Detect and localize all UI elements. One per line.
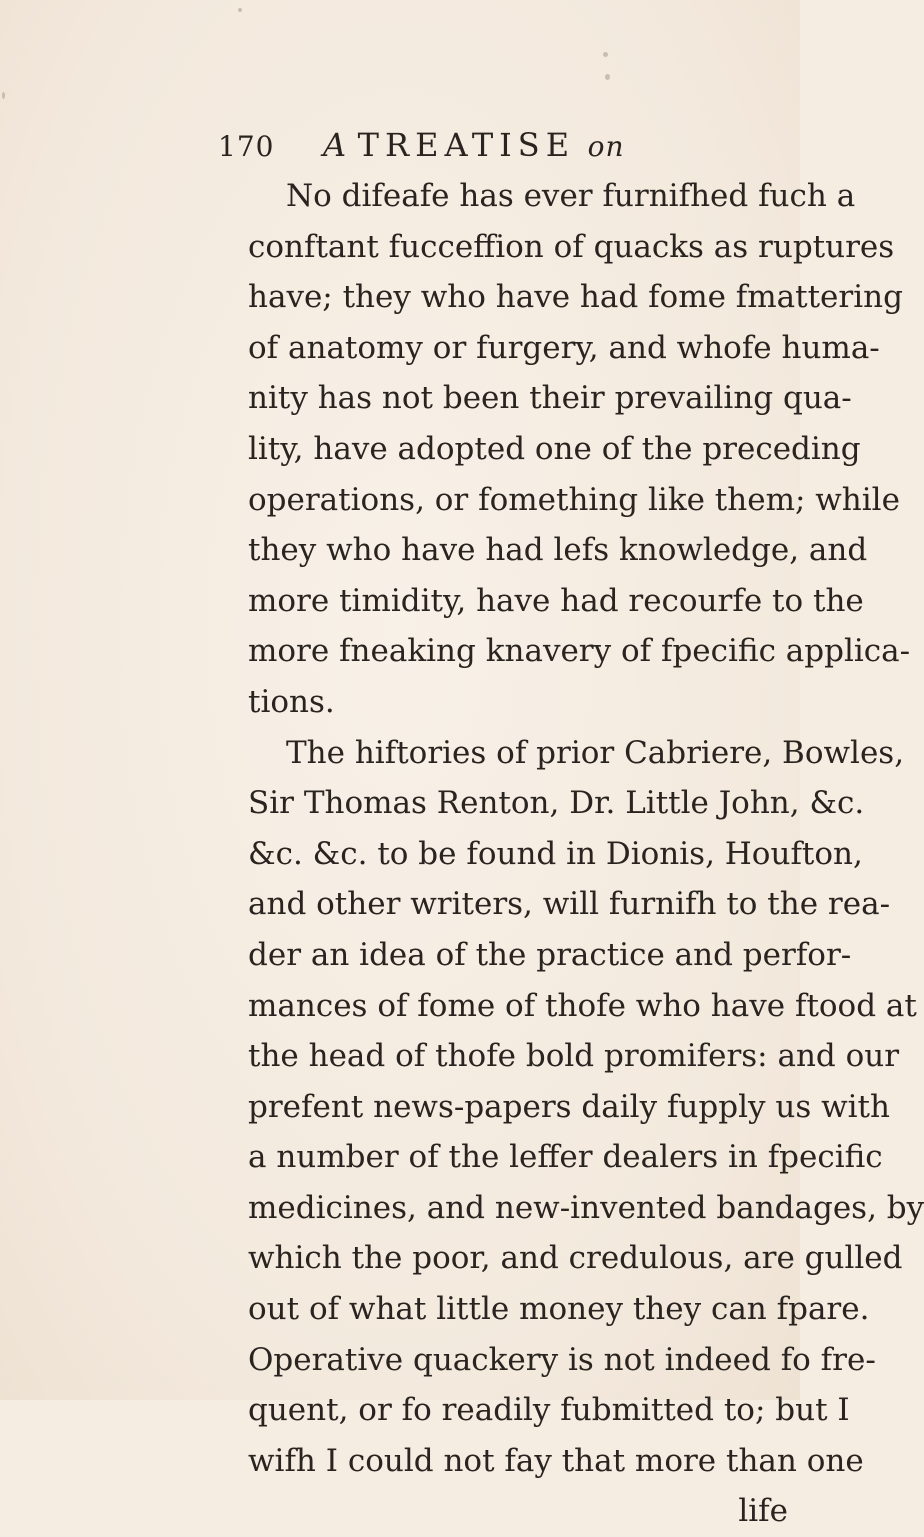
text-line: lity, have adopted one of the preceding	[248, 430, 861, 467]
body-text	[248, 171, 924, 1537]
text-line: nity has not been their prevailing qua-	[248, 380, 852, 417]
paper-speck	[605, 74, 610, 80]
header-title-suffix: on	[587, 130, 625, 163]
text-line: quent, or fo readily fubmitted to; but I	[248, 1392, 850, 1429]
paper-speck	[2, 92, 5, 99]
text-line: No difeafe has ever furnifhed fuch a	[286, 178, 856, 214]
text-line: mances of fome of thofe who have ftood at	[248, 987, 917, 1024]
text-line: Sir Thomas Renton, Dr. Little John, &c.	[248, 785, 865, 822]
catchword: life	[738, 1493, 788, 1530]
text-line: tions.	[248, 683, 335, 720]
page-number: 170	[218, 130, 275, 163]
paper-speck	[603, 52, 608, 57]
text-line: of anatomy or furgery, and whofe huma-	[248, 329, 880, 366]
text-line: &c. &c. to be found in Dionis, Houfton,	[248, 835, 863, 872]
text-line: the head of thofe bold promifers: and our	[248, 1038, 900, 1075]
text-line: and other writers, will furnifh to the rea-	[248, 886, 891, 923]
text-line: operations, or fomething like them; while	[248, 481, 900, 518]
text-line: conftant fucceffion of quacks as ruptures	[248, 228, 895, 265]
text-line: wifh I could not fay that more than one	[248, 1442, 864, 1479]
header-title-main: TREATISE	[357, 126, 576, 164]
text-line: they who have had lefs knowledge, and	[248, 532, 868, 569]
text-line: a number of the leffer dealers in fpecific	[248, 1139, 883, 1176]
text-line: which the poor, and credulous, are gulled	[248, 1240, 903, 1277]
text-line: der an idea of the practice and perfor-	[248, 936, 852, 973]
text-line: The hiftories of prior Cabriere, Bowles,	[286, 734, 905, 771]
text-line: more fneaking knavery of fpecific applica-	[248, 633, 911, 670]
running-header	[218, 126, 625, 164]
text-line: more timidity, have had recourfe to the	[248, 582, 864, 619]
text-line: medicines, and new-invented bandages, by	[248, 1189, 924, 1226]
text-line: have; they who have had fome fmattering	[248, 279, 903, 316]
text-line: prefent news-papers daily fupply us with	[248, 1088, 890, 1125]
text-line: Operative quackery is not indeed fo fre-	[248, 1341, 876, 1378]
text-line: out of what little money they can fpare.	[248, 1291, 870, 1328]
header-title-initial: A	[323, 126, 348, 164]
paper-speck	[238, 8, 242, 12]
